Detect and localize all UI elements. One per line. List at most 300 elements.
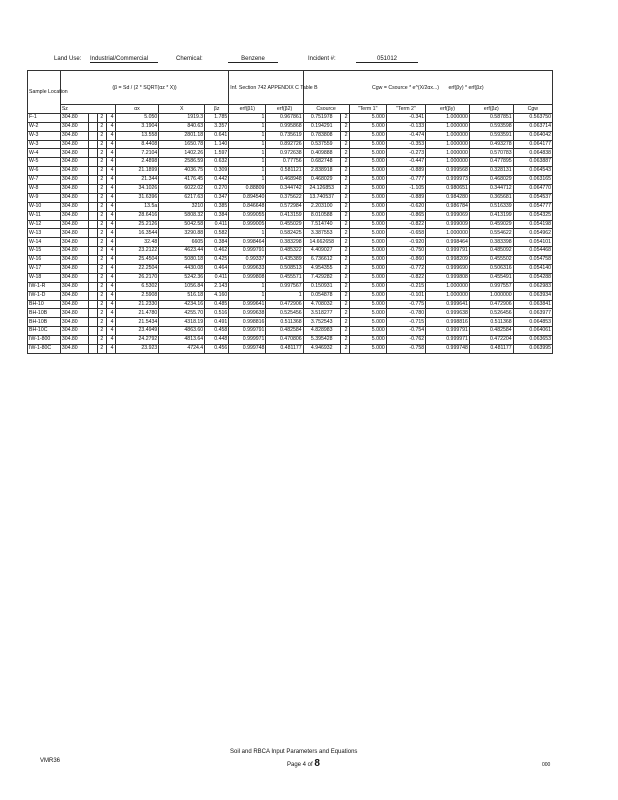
cgw-equation: Cgw = Csource * e^(X/2αx...) [372, 84, 440, 91]
table-cell: 0.999005 [229, 220, 266, 229]
table-cell: -0.754 [386, 327, 425, 336]
table-cell: 5.000 [349, 113, 386, 122]
table-cell: 22.2504 [115, 265, 159, 274]
table-cell: 2 [98, 131, 107, 140]
table-cell: 0.999791 [426, 327, 470, 336]
table-cell: 0.999791 [229, 247, 266, 256]
table-cell: 4 [106, 122, 115, 131]
table-cell: 4 [106, 309, 115, 318]
table-cell: 0.999009 [426, 220, 470, 229]
table-cell: IW-1-800 [28, 336, 61, 345]
table-cell: 5.000 [349, 265, 386, 274]
table-cell: 5.000 [349, 211, 386, 220]
table-cell: F-1 [28, 113, 61, 122]
table-cell: 2 [340, 291, 349, 300]
table-cell: 0.516 [205, 309, 229, 318]
page-total: 8 [314, 758, 320, 769]
table-cell: 0.375622 [266, 193, 303, 202]
table-cell: 0.892726 [266, 140, 303, 149]
table-cell: W-10 [28, 202, 61, 211]
table-cell: 4.160 [205, 291, 229, 300]
table-cell: 4 [106, 185, 115, 194]
table-cell: 23.923 [115, 345, 159, 354]
table-cell: 6605 [159, 238, 205, 247]
table-cell: 0.054140 [513, 265, 552, 274]
col-term1: "Term 1" [349, 105, 386, 114]
table-cell: 0.581121 [266, 167, 303, 176]
table-cell: 1.785 [205, 113, 229, 122]
table-cell: 5.000 [349, 149, 386, 158]
table-row [28, 113, 553, 122]
table-cell: IW-1-R [28, 282, 61, 291]
table-cell: 0.054288 [513, 273, 552, 282]
table-cell: 14.662658 [303, 238, 340, 247]
table-cell [89, 131, 98, 140]
table-cell: 21.5434 [115, 318, 159, 327]
table-cell: 0.472906 [469, 300, 513, 309]
table-cell: 4 [106, 229, 115, 238]
table-cell: 5080.18 [159, 256, 205, 265]
table-cell: 2.838918 [303, 167, 340, 176]
table-row [28, 193, 553, 202]
table-cell: 304.80 [60, 238, 88, 247]
table-cell: 3.752543 [303, 318, 340, 327]
table-cell [89, 291, 98, 300]
table-cell: 1 [229, 229, 266, 238]
table-cell: 6.5302 [115, 282, 159, 291]
table-cell: 0.582 [205, 229, 229, 238]
table-cell [89, 167, 98, 176]
table-cell: 4 [106, 238, 115, 247]
table-cell [89, 211, 98, 220]
table-cell: 0.986784 [426, 202, 470, 211]
table-cell: 2 [98, 220, 107, 229]
table-cell: 0.385 [205, 202, 229, 211]
col-cgw: Cgw [513, 105, 552, 114]
table-cell: 0.462 [205, 247, 229, 256]
table-cell: -0.865 [386, 211, 425, 220]
table-cell: 0.413159 [266, 211, 303, 220]
table-cell: 0.972638 [266, 149, 303, 158]
table-cell: 5.395428 [303, 336, 340, 345]
table-cell: 0.455571 [266, 273, 303, 282]
table-cell: 1.000000 [426, 113, 470, 122]
chemical-label: Chemical: [176, 56, 203, 62]
table-cell: 1 [229, 167, 266, 176]
table-cell: 2 [340, 309, 349, 318]
page-prefix: Page 4 of [287, 762, 313, 768]
table-cell: 0.998464 [426, 238, 470, 247]
table-cell: 0.593598 [469, 122, 513, 131]
table-row [28, 167, 553, 176]
table-cell: 304.80 [60, 291, 88, 300]
table-cell: 0.554622 [469, 229, 513, 238]
table-cell: 1.000000 [426, 229, 470, 238]
table-cell: 0.442 [205, 176, 229, 185]
table-cell: 5.050 [115, 113, 159, 122]
table-cell: -0.762 [386, 336, 425, 345]
table-cell: 2 [98, 327, 107, 336]
table-cell: 304.80 [60, 345, 88, 354]
table-cell: 304.80 [60, 282, 88, 291]
table-cell: 0.063934 [513, 291, 552, 300]
table-cell: 304.80 [60, 149, 88, 158]
table-cell: 2586.59 [159, 158, 205, 167]
table-cell: 2.203100 [303, 202, 340, 211]
table-cell: 0.425 [205, 256, 229, 265]
table-cell: 2 [98, 238, 107, 247]
table-cell: 1919.3 [159, 113, 205, 122]
table-cell: 4176.45 [159, 176, 205, 185]
table-cell: 4 [106, 336, 115, 345]
table-cell: 0.77756 [266, 158, 303, 167]
table-cell: 23.2122 [115, 247, 159, 256]
table-cell: 1.000000 [469, 291, 513, 300]
table-cell: 304.80 [60, 131, 88, 140]
table-cell [89, 185, 98, 194]
table-cell: 4 [106, 113, 115, 122]
table-cell: 0.999641 [426, 300, 470, 309]
table-cell [89, 265, 98, 274]
table-row [28, 140, 553, 149]
table-cell: 0.063995 [513, 345, 552, 354]
table-row [28, 131, 553, 140]
table-cell: 23.4949 [115, 327, 159, 336]
table-cell: 304.80 [60, 327, 88, 336]
table-cell: 0.999568 [426, 167, 470, 176]
table-cell: 1.000000 [426, 291, 470, 300]
table-cell: 4.828983 [303, 327, 340, 336]
table-cell: 2 [98, 229, 107, 238]
table-cell: 4 [106, 131, 115, 140]
table-cell: 304.80 [60, 113, 88, 122]
table-cell: 304.80 [60, 176, 88, 185]
table-row [28, 158, 553, 167]
table-cell: 0.999748 [426, 345, 470, 354]
table-cell [89, 300, 98, 309]
table-cell: 4 [106, 247, 115, 256]
table-cell: 4 [106, 291, 115, 300]
table-cell: 5.000 [349, 247, 386, 256]
table-cell: 5.000 [349, 256, 386, 265]
table-cell: 2 [340, 122, 349, 131]
col-sz: Sz [60, 105, 115, 114]
table-cell: 32.48 [115, 238, 159, 247]
table-cell: 1.000000 [426, 149, 470, 158]
table-cell: 4318.19 [159, 318, 205, 327]
table-cell: 4 [106, 256, 115, 265]
table-cell: W-14 [28, 238, 61, 247]
col-term2: "Term 2" [386, 105, 425, 114]
table-cell: -0.758 [386, 345, 425, 354]
table-cell: 0.064543 [513, 167, 552, 176]
table-cell: 0.064838 [513, 149, 552, 158]
table-cell: -0.860 [386, 256, 425, 265]
table-row [28, 282, 553, 291]
table-cell: 0.999633 [229, 265, 266, 274]
table-cell: -0.353 [386, 140, 425, 149]
table-cell: 0.999069 [426, 211, 470, 220]
table-cell: 5.000 [349, 282, 386, 291]
table-cell: 4430.08 [159, 265, 205, 274]
table-cell: 0.572984 [266, 202, 303, 211]
table-cell: 1 [229, 122, 266, 131]
table-cell: 2 [98, 149, 107, 158]
table-cell: 304.80 [60, 202, 88, 211]
table-cell: -0.772 [386, 265, 425, 274]
table-cell: 0.309 [205, 167, 229, 176]
table-cell: 13.740537 [303, 193, 340, 202]
table-cell: 1.000000 [426, 131, 470, 140]
table-cell: W-2 [28, 122, 61, 131]
table-cell: 1.597 [205, 149, 229, 158]
table-cell: 0.563750 [513, 113, 552, 122]
table-cell: 0.491 [205, 318, 229, 327]
table-cell: 5.000 [349, 158, 386, 167]
table-cell: W-15 [28, 247, 61, 256]
table-cell: 5.000 [349, 176, 386, 185]
table-cell: 4 [106, 282, 115, 291]
table-cell: 304.80 [60, 158, 88, 167]
table-cell: 0.472906 [266, 300, 303, 309]
table-cell: 5.000 [349, 220, 386, 229]
table-row [28, 247, 553, 256]
table-cell: 0.88809 [229, 185, 266, 194]
table-cell: 5042.58 [159, 220, 205, 229]
table-cell: -0.341 [386, 113, 425, 122]
table-cell: 0.999638 [229, 309, 266, 318]
table-cell: 2 [98, 167, 107, 176]
table-cell: 4 [106, 220, 115, 229]
table-row [28, 238, 553, 247]
table-cell: 5.000 [349, 291, 386, 300]
table-cell: 5.000 [349, 140, 386, 149]
table-cell: 4863.60 [159, 327, 205, 336]
table-cell: 0.468948 [266, 176, 303, 185]
table-cell: 0.464 [205, 265, 229, 274]
table-cell: 0.482584 [266, 327, 303, 336]
table-cell: 0.383398 [469, 238, 513, 247]
table-cell: 3.387553 [303, 229, 340, 238]
table-cell: 0.054878 [303, 291, 340, 300]
table-cell: 1 [229, 176, 266, 185]
table-cell: 0.064770 [513, 185, 552, 194]
table-cell: 0.384 [205, 211, 229, 220]
table-cell: 0.485 [205, 300, 229, 309]
table-cell: 304.80 [60, 185, 88, 194]
table-cell: 2 [340, 327, 349, 336]
table-cell: 1402.26 [159, 149, 205, 158]
table-row [28, 291, 553, 300]
table-cell: 0.482584 [469, 327, 513, 336]
table-cell: 3.518277 [303, 309, 340, 318]
table-cell: 0.999791 [229, 327, 266, 336]
table-cell: -0.715 [386, 318, 425, 327]
table-cell: 2 [340, 185, 349, 194]
table-cell: W-8 [28, 185, 61, 194]
table-cell: 21.2330 [115, 300, 159, 309]
table-cell [89, 309, 98, 318]
table-cell: 0.054777 [513, 202, 552, 211]
table-cell: 1056.84 [159, 282, 205, 291]
table-cell: 0.999748 [229, 345, 266, 354]
table-cell: 28.6416 [115, 211, 159, 220]
table-cell: 304.80 [60, 229, 88, 238]
table-cell: 2 [98, 122, 107, 131]
table-cell: 0.063653 [513, 336, 552, 345]
table-cell: -0.273 [386, 149, 425, 158]
table-cell: 26.2170 [115, 273, 159, 282]
table-cell: -0.133 [386, 122, 425, 131]
table-cell: 0.999791 [426, 247, 470, 256]
table-cell: 2 [340, 336, 349, 345]
table-cell: W-11 [28, 211, 61, 220]
table-cell: 5.000 [349, 185, 386, 194]
parameter-table [27, 70, 553, 354]
footer-mark: 000 [542, 762, 551, 768]
col-erf-bz: erf(βz) [469, 105, 513, 114]
table-cell: 5.000 [349, 131, 386, 140]
table-cell: 0.054198 [513, 220, 552, 229]
table-cell: 0.365681 [469, 193, 513, 202]
table-row [28, 318, 553, 327]
table-cell: 0.344712 [469, 185, 513, 194]
table-cell: 7.429282 [303, 273, 340, 282]
table-cell: -0.889 [386, 193, 425, 202]
table-cell: 0.481177 [469, 345, 513, 354]
table-cell: 0.485322 [266, 247, 303, 256]
table-cell: 0.064042 [513, 131, 552, 140]
table-cell [89, 140, 98, 149]
table-cell: 2 [98, 158, 107, 167]
table-cell: 0.99337 [229, 256, 266, 265]
table-cell: -0.822 [386, 273, 425, 282]
table-cell: W-18 [28, 273, 61, 282]
table-cell: 2 [340, 158, 349, 167]
table-cell: 1.000000 [426, 122, 470, 131]
table-row [28, 229, 553, 238]
table-cell: 4.954355 [303, 265, 340, 274]
table-cell: 4 [106, 300, 115, 309]
cgw-equation-header [303, 71, 552, 105]
table-cell: 0.455491 [469, 273, 513, 282]
col-ax: αx [115, 105, 159, 114]
table-cell: 304.80 [60, 265, 88, 274]
table-cell: 1 [229, 158, 266, 167]
table-cell [89, 273, 98, 282]
table-cell: 0.995868 [266, 122, 303, 131]
table-cell: 4 [106, 158, 115, 167]
table-cell [89, 247, 98, 256]
table-cell: 5242.36 [159, 273, 205, 282]
table-cell: 4036.75 [159, 167, 205, 176]
table-cell: 2 [98, 193, 107, 202]
table-cell: 0.999638 [426, 309, 470, 318]
table-cell: 304.80 [60, 140, 88, 149]
table-cell: 2 [98, 140, 107, 149]
table-cell: 5.000 [349, 300, 386, 309]
beta-equation-header: (β = Sd / (2 * SQRT(αz * X)) [60, 71, 228, 105]
table-cell: 1.140 [205, 140, 229, 149]
table-cell: 0.525456 [266, 309, 303, 318]
table-cell: 0.511368 [266, 318, 303, 327]
table-cell: 0.516339 [469, 202, 513, 211]
table-cell: 0.570783 [469, 149, 513, 158]
table-cell [89, 282, 98, 291]
table-cell [89, 158, 98, 167]
table-cell: 2 [340, 113, 349, 122]
table-cell: W-5 [28, 158, 61, 167]
table-cell: 0.967861 [266, 113, 303, 122]
table-cell: W-17 [28, 265, 61, 274]
table-cell: 0.998816 [229, 318, 266, 327]
table-cell: 1 [229, 140, 266, 149]
table-cell: 304.80 [60, 122, 88, 131]
table-cell: 2 [340, 300, 349, 309]
table-cell: 0.054325 [513, 211, 552, 220]
table-cell: BH-10B [28, 318, 61, 327]
table-cell: 2 [340, 131, 349, 140]
table-cell: 4 [106, 193, 115, 202]
table-cell [89, 122, 98, 131]
table-cell: 2 [98, 273, 107, 282]
table-cell: 2 [98, 300, 107, 309]
chemical-value: Benzene [228, 56, 278, 63]
table-cell: 0.064177 [513, 140, 552, 149]
table-cell: 8.4408 [115, 140, 159, 149]
table-cell: 0.409888 [303, 149, 340, 158]
table-cell: 0.459029 [469, 220, 513, 229]
table-cell: 0.980651 [426, 185, 470, 194]
table-cell: -0.474 [386, 131, 425, 140]
table-cell: 2.143 [205, 282, 229, 291]
table-cell: 304.80 [60, 247, 88, 256]
table-cell: 0.054962 [513, 229, 552, 238]
table-body [28, 113, 553, 353]
table-cell: 0.468029 [303, 176, 340, 185]
table-cell: 0.063841 [513, 300, 552, 309]
table-cell: 2 [340, 167, 349, 176]
table-cell: 13.5a [115, 202, 159, 211]
table-cell: 0.347 [205, 193, 229, 202]
table-cell: 0.997557 [469, 282, 513, 291]
table-cell: W-13 [28, 229, 61, 238]
table-cell: BH-10 [28, 300, 61, 309]
table-cell: W-9 [28, 193, 61, 202]
table-cell: 0.999808 [426, 273, 470, 282]
table-cell: 2 [340, 318, 349, 327]
table-cell [89, 336, 98, 345]
col-x: X [159, 105, 205, 114]
table-cell: 304.80 [60, 273, 88, 282]
table-cell: 2 [340, 345, 349, 354]
table-cell: IW-1-80C [28, 345, 61, 354]
table-cell: 1 [266, 291, 303, 300]
table-cell: 2 [340, 176, 349, 185]
table-cell: 0.526456 [469, 309, 513, 318]
table-cell: 2 [98, 185, 107, 194]
table-cell: 304.80 [60, 211, 88, 220]
table-cell: 0.411 [205, 220, 229, 229]
table-cell: 0.455502 [469, 256, 513, 265]
table-cell: 4 [106, 149, 115, 158]
table-row [28, 149, 553, 158]
table-cell: 4 [106, 211, 115, 220]
table-row [28, 309, 553, 318]
table-cell: BH-10B [28, 309, 61, 318]
table-cell: 0.054758 [513, 256, 552, 265]
table-cell: 0.997567 [266, 282, 303, 291]
